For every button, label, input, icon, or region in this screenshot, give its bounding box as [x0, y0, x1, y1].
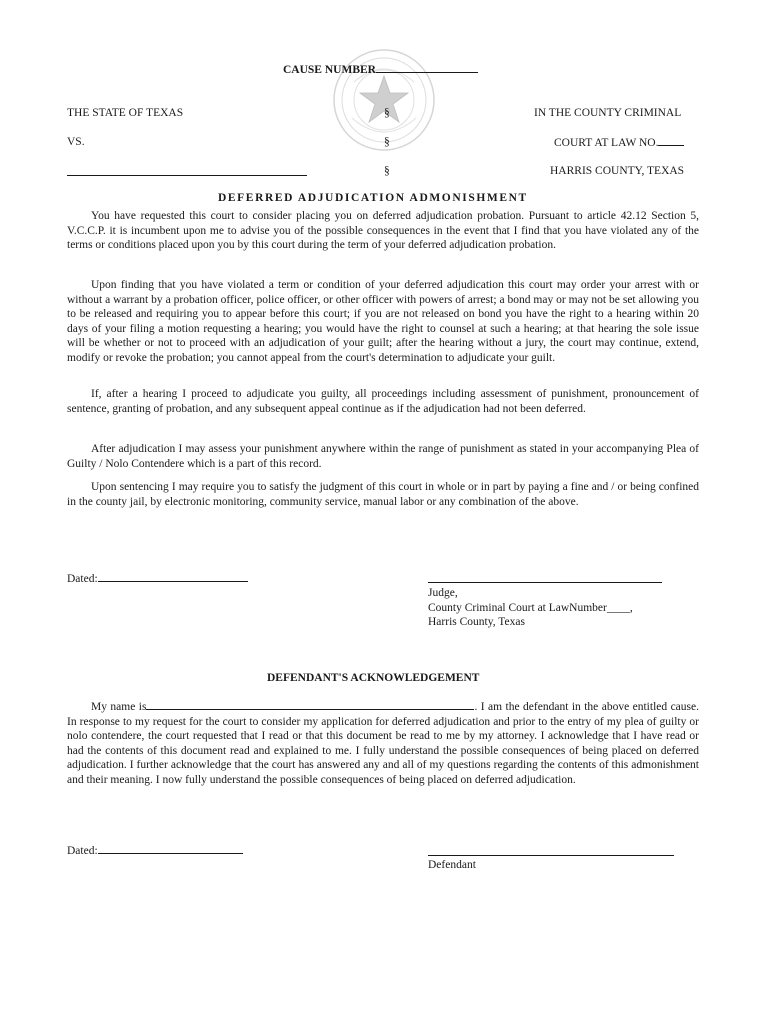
defendant-label: Defendant	[428, 859, 476, 871]
dated-label: Dated:	[67, 845, 98, 857]
judge-signature-line[interactable]	[428, 582, 662, 583]
caption-right-county: HARRIS COUNTY, TEXAS	[550, 165, 685, 177]
defendant-name-blank[interactable]	[67, 175, 307, 176]
caption-left-vs: VS.	[67, 136, 85, 148]
admonishment-paragraph: If, after a hearing I proceed to adjudicate you guilty, all proceedings including assessment of punishment, pronouncement of sentence, granting of probation, and any subsequent appeal continue as if the adjudication had not been deferred.	[67, 388, 699, 415]
section-symbol: §	[384, 165, 390, 177]
acknowledgement-paragraph	[67, 700, 699, 788]
document-title: DEFERRED ADJUDICATION ADMONISHMENT	[218, 192, 528, 204]
name-suffix: . I am the defendant in the above entitled	[474, 701, 668, 713]
dated-label: Dated:	[67, 573, 98, 585]
court-number-blank[interactable]	[658, 135, 684, 146]
admonishment-paragraph: You have requested this court to consider placing you on deferred adjudication probation. Pursuant to article 42.12 Section 5, V.C.C.P. it is incumbent upon me to advise you of the possible consequences in the event that I find that you have violated any of the terms or conditions placed upon you by this court during the term of your deferred adjudication probation.	[67, 210, 699, 252]
cause-number-label: CAUSE NUMBER	[283, 64, 376, 76]
court-number-label: COURT AT LAW NO.	[554, 137, 659, 149]
caption-left-state: THE STATE OF TEXAS	[67, 107, 184, 119]
judge-date-blank[interactable]	[98, 571, 248, 582]
section-symbol: §	[384, 107, 390, 119]
judge-title: Judge,	[428, 587, 458, 599]
acknowledgement-title: DEFENDANT'S ACKNOWLEDGEMENT	[267, 672, 480, 684]
cause-number-blank[interactable]	[376, 62, 478, 73]
name-prefix: My name is	[91, 701, 147, 713]
defendant-dated-field	[67, 843, 243, 859]
admonishment-paragraph: Upon sentencing I may require you to satisfy the judgment of this court in whole or in part by paying a fine and / or being confined in the county jail, by electronic monitoring, community service, manual labor or any combination of the above.	[67, 481, 699, 508]
admonishment-paragraph: After adjudication I may assess your punishment anywhere within the range of punishment as stated in your accompanying Plea of Guilty / Nolo Contendere which is a part of this record.	[67, 443, 699, 470]
section-symbol: §	[384, 136, 390, 148]
acknowledgement-body: cause. In response to my request for the court to consider my application for deferred adjudication and prior to the entry of my plea of guilty or nolo contendere, the court requested that I read or that this document be read to me by my attorney. I acknowledge that I have read or had the contents of this document read and explained to me. I fully understand the possible consequences of being placed on deferred adjudication. I further acknowledge that the court has answered any and all of my questions regarding the contents of this admonishment and their meaning. I now fully understand the possible consequences of being placed on deferred adjudication.	[67, 701, 699, 786]
judge-county: Harris County, Texas	[428, 616, 525, 628]
defendant-signature-line[interactable]	[428, 855, 674, 856]
defendant-name-field[interactable]	[146, 700, 474, 710]
admonishment-paragraph: Upon finding that you have violated a term or condition of your deferred adjudication this court may order your arrest with or without a warrant by a probation officer, police officer, or other officer with powers of arrest; a bond may or may not be set allowing you to be released and requiring you to appear before this court; if you are not released on bond you have the right to a hearing within 20 days of your filing a motion requesting a hearing; you would have the right to counsel at such a hearing; at that hearing the sole issue will be whether or not to proceed with an adjudication of your guilt; after the hearing without a jury, the court may continue, extend, modify or revoke the probation; you cannot appeal from the court's determination to adjudicate your guilt.	[67, 279, 699, 364]
caption-right-court: IN THE COUNTY CRIMINAL	[534, 107, 682, 119]
cause-number-line	[283, 62, 478, 78]
judge-court: County Criminal Court at LawNumber____,	[428, 602, 633, 614]
caption-right-court-no	[554, 135, 684, 151]
judge-dated-field	[67, 571, 248, 587]
defendant-date-blank[interactable]	[98, 843, 243, 854]
